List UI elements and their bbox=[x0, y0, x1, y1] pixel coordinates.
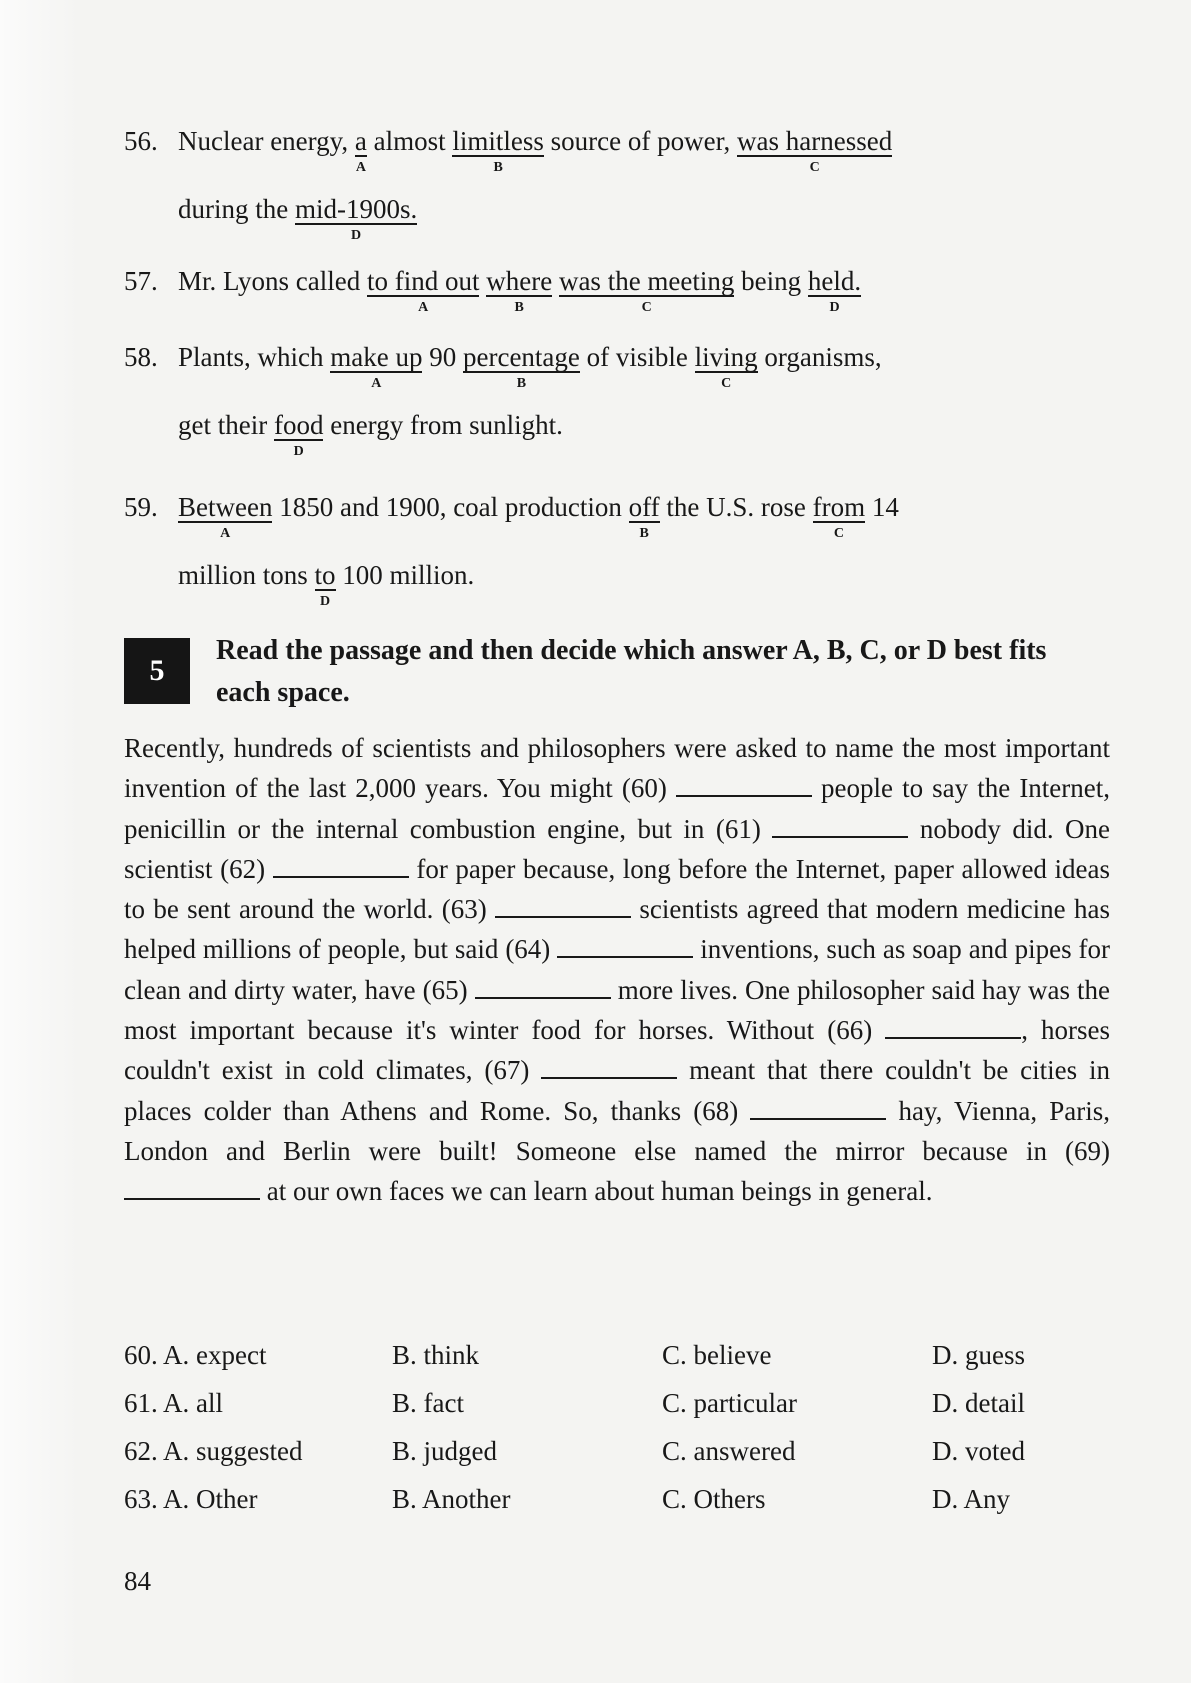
option-c[interactable]: C. believe bbox=[662, 1340, 772, 1370]
underlined-option-c: was the meeting C bbox=[558, 266, 735, 315]
underlined-option-d: mid-1900s. D bbox=[294, 194, 418, 243]
underlined-option-a: to find out A bbox=[366, 266, 480, 315]
underlined-option-b: off B bbox=[628, 492, 660, 541]
option-a[interactable]: 63. A. Other bbox=[124, 1484, 258, 1514]
option-b[interactable]: B. judged bbox=[392, 1436, 497, 1466]
section-number-badge: 5 bbox=[124, 638, 190, 704]
blank-62[interactable] bbox=[273, 856, 409, 878]
section-instruction: Read the passage and then decide which answer A, B, C, or D best fits each space. bbox=[216, 635, 1047, 708]
question-59: 59. Between A 1850 and 1900, coal production off B the U.S. rose from C 14 million tons to D 100 million. bbox=[124, 492, 899, 609]
page-number: 84 bbox=[124, 1566, 151, 1596]
option-c[interactable]: C. particular bbox=[662, 1388, 797, 1418]
option-c[interactable]: C. answered bbox=[662, 1436, 796, 1466]
option-c[interactable]: C. Others bbox=[662, 1484, 766, 1514]
underlined-option-b: limitless B bbox=[452, 126, 544, 175]
underlined-option-b: percentage B bbox=[462, 342, 580, 391]
options-row-60 bbox=[124, 1331, 1124, 1379]
blank-65[interactable] bbox=[475, 977, 611, 999]
blank-69[interactable] bbox=[124, 1178, 260, 1200]
option-b[interactable]: B. Another bbox=[392, 1484, 511, 1514]
option-d[interactable]: D. Any bbox=[932, 1484, 1011, 1514]
underlined-option-d: food D bbox=[273, 410, 324, 459]
blank-60[interactable] bbox=[676, 775, 812, 797]
option-d[interactable]: D. detail bbox=[932, 1388, 1025, 1418]
blank-67[interactable] bbox=[541, 1057, 677, 1079]
option-b[interactable]: B. think bbox=[392, 1340, 480, 1370]
underlined-option-c: living C bbox=[694, 342, 758, 391]
blank-66[interactable] bbox=[885, 1017, 1021, 1039]
options-row-62 bbox=[124, 1427, 1124, 1475]
option-a[interactable]: 61. A. all bbox=[124, 1388, 223, 1418]
underlined-option-a: a A bbox=[354, 126, 367, 175]
underlined-option-a: make up A bbox=[330, 342, 423, 391]
underlined-option-d: to D bbox=[314, 560, 336, 609]
option-d[interactable]: D. voted bbox=[932, 1436, 1025, 1466]
reading-passage: Recently, hundreds of scientists and philosophers were asked to name the most important invention of the last 2,000 years. You might (60) people to say the Internet, penicillin or the internal combustion engine, but in (61) nobody did. One scientist (62) for paper because, long before the Internet, paper allowed ideas to be sent around the world. (63) scientists agreed that modern medicine has helped millions of people, but said (64) inventions, such as soap and pipes for clean and dirty water, have (65) more lives. One philosopher said hay was the most important because it's winter food for horses. Without (66) , horses couldn't exist in cold climates, (67) meant that there couldn't be cities in places colder than Athens and Rome. So, thanks (68) hay, Vienna, Paris, London and Berlin were built! Someone else named the mirror because in (69) at our own faces we can learn about human beings in general. bbox=[124, 733, 1111, 1207]
blank-68[interactable] bbox=[750, 1098, 886, 1120]
options-row-63 bbox=[124, 1475, 1124, 1523]
question-56: 56. Nuclear energy, a A almost limitless B source of power, was harnessed C during the mid-1900s. D bbox=[124, 126, 893, 243]
blank-63[interactable] bbox=[495, 896, 631, 918]
answer-options bbox=[124, 1331, 1124, 1523]
blank-61[interactable] bbox=[772, 816, 908, 838]
option-a[interactable]: 62. A. suggested bbox=[124, 1436, 303, 1466]
underlined-option-b: where B bbox=[486, 266, 553, 315]
options-row-61 bbox=[124, 1379, 1124, 1427]
underlined-option-c: from C bbox=[812, 492, 866, 541]
option-a[interactable]: 60. A. expect bbox=[124, 1340, 267, 1370]
question-57: 57. Mr. Lyons called to find out A where B was the meeting C being held. D bbox=[124, 266, 862, 315]
underlined-option-d: held. D bbox=[807, 266, 862, 315]
option-b[interactable]: B. fact bbox=[392, 1388, 464, 1418]
question-58: 58. Plants, which make up A 90 percentage B of visible living C organisms, get their food D energy from sunlight. bbox=[124, 342, 882, 459]
option-d[interactable]: D. guess bbox=[932, 1340, 1025, 1370]
underlined-option-a: Between A bbox=[178, 492, 273, 541]
underlined-option-c: was harnessed C bbox=[737, 126, 893, 175]
blank-64[interactable] bbox=[557, 936, 693, 958]
